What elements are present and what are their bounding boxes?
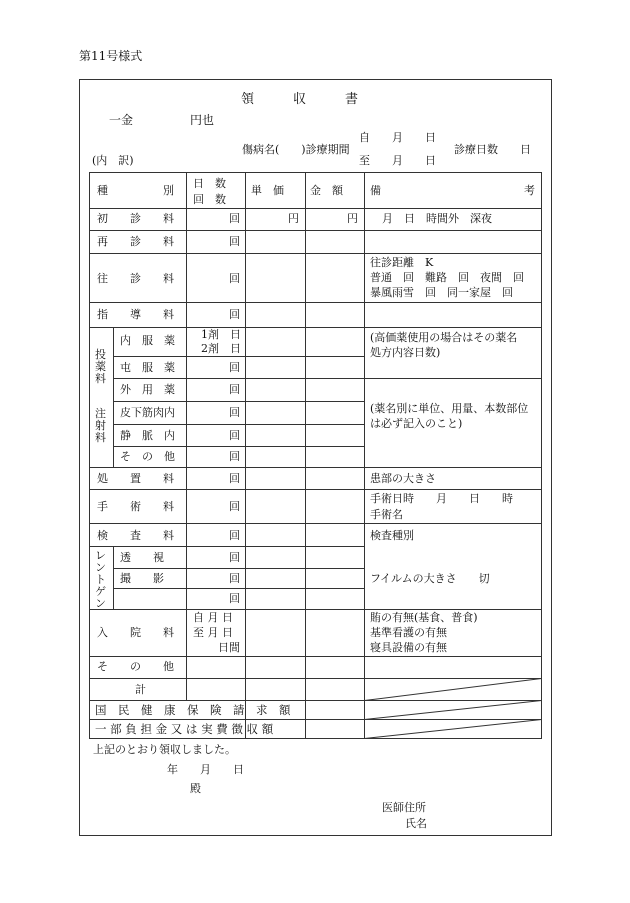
surgery-remark-2: 手術名 [370,508,403,521]
injection-group-label: 注 [95,407,106,420]
injection-group-label: 射 [95,419,106,432]
med-remark-1: (高価薬使用の場合はその薬名 [370,331,518,344]
inj-remark-2: は必ず記入のこと) [370,417,463,430]
col-days: 日 数 [193,177,226,190]
hosp-remark-1: 賄の有無(基食、普食) [370,611,478,624]
home-visit-count: 回 [229,272,240,285]
row-other-injection: そ の 他 [120,450,175,463]
row-radiography: 撮 影 [120,572,164,585]
row-treatment: 処 置 料 [97,472,174,485]
received-statement: 上記のとおり領収しました。 [93,743,236,756]
row-internal: 内 服 薬 [120,334,175,347]
row-home-visit: 往 診 料 [97,272,174,285]
row-guidance: 指 導 料 [97,308,174,321]
col-amount: 金 額 [310,184,343,197]
exam-count: 回 [229,529,240,542]
row-nhi-claim: 国 民 健 康 保 険 請 求 額 [95,703,291,717]
medication-group-label: 薬 [95,360,106,373]
row-subcutaneous: 皮下筋肉内 [120,406,175,419]
row-surgery: 手 術 料 [97,500,174,513]
amount-prefix: 一金 [109,113,134,127]
medication-group-label: 料 [95,372,106,385]
row-others: そ の 他 [97,660,174,673]
row-total: 計 [135,683,146,696]
col-category: 種 別 [97,184,174,197]
hosp-to: 至 月 日 [193,626,233,639]
radiography-count: 回 [229,572,240,585]
xray-blank-count: 回 [229,592,240,605]
xray-group-label: ン [95,597,106,610]
home-visit-remark-1: 往診距離 K [370,256,434,269]
doctor-name: 氏名 [405,817,427,830]
external-count: 回 [229,383,240,396]
fluoroscopy-count: 回 [229,551,240,564]
internal-count-2: 2剤 日 [201,342,241,355]
row-intravenous: 静 脈 内 [120,429,175,442]
hosp-days: 日間 [218,641,240,654]
treatment-remark: 患部の大きさ [370,472,436,485]
breakdown-label: (内 訳) [92,154,134,167]
xray-group-label: ゲ [95,585,106,598]
doctor-address: 医師住所 [382,801,426,814]
xray-group-label: ト [95,573,106,586]
addressee: 殿 [190,782,201,795]
revisit-count: 回 [229,235,240,248]
first-visit-remark: 月 日 時間外 深夜 [382,212,492,225]
treatment-count: 回 [229,472,240,485]
col-remarks: 備 [370,184,381,197]
guidance-count: 回 [229,308,240,321]
surgery-count: 回 [229,500,240,513]
injection-group-label: 料 [95,431,106,444]
first-visit-count: 回 [229,212,240,225]
home-visit-remark-3: 暴風雨雪 回 同一家屋 回 [370,286,513,299]
med-remark-2: 処方内容日数) [370,346,441,359]
internal-count-1: 1剤 日 [201,328,241,341]
amount-suffix: 円也 [190,113,215,127]
hosp-remark-3: 寝具設備の有無 [370,641,447,654]
form-number: 第11号様式 [79,49,143,63]
treatment-days: 診療日数 日 [454,143,531,156]
subcutaneous-count: 回 [229,406,240,419]
row-exam: 検 査 料 [97,529,174,542]
medication-group-label: 投 [95,348,106,361]
intravenous-count: 回 [229,429,240,442]
xray-group-label: ン [95,561,106,574]
xray-group-label: レ [95,549,106,562]
first-visit-price: 円 [288,212,299,225]
receipt-date: 年 月 日 [167,763,244,776]
period-from: 自 月 日 [359,131,436,144]
row-external: 外 用 薬 [120,383,175,396]
receipt-title: 領 収 書 [241,92,359,107]
surgery-remark-1: 手術日時 月 日 時 [370,492,513,505]
row-first-visit: 初 診 料 [97,212,174,225]
col-count: 回 数 [193,193,226,206]
inj-remark-1: (薬名別に単位、用量、本数部位 [370,402,529,415]
row-revisit: 再 診 料 [97,235,174,248]
row-copay: 一 部 負 担 金 又 は 実 費 徴 収 額 [95,722,274,736]
xray-remark: フイルムの大きさ 切 [370,572,490,585]
other-injection-count: 回 [229,450,240,463]
row-fluoroscopy: 透 視 [120,551,164,564]
home-visit-remark-2: 普通 回 難路 回 夜間 回 [370,271,524,284]
disease-period: 傷病名( )診療期間 [242,143,350,156]
col-remarks-end: 考 [524,184,535,197]
row-hospitalization: 入 院 料 [97,626,174,639]
prn-count: 回 [229,361,240,374]
row-prn: 屯 服 薬 [120,361,175,374]
first-visit-amount: 円 [347,212,358,225]
period-to: 至 月 日 [359,154,436,167]
col-unit-price: 単 価 [251,184,284,197]
hosp-from: 自 月 日 [193,611,233,624]
hosp-remark-2: 基準看護の有無 [370,626,447,639]
exam-remark: 検査種別 [370,529,414,542]
